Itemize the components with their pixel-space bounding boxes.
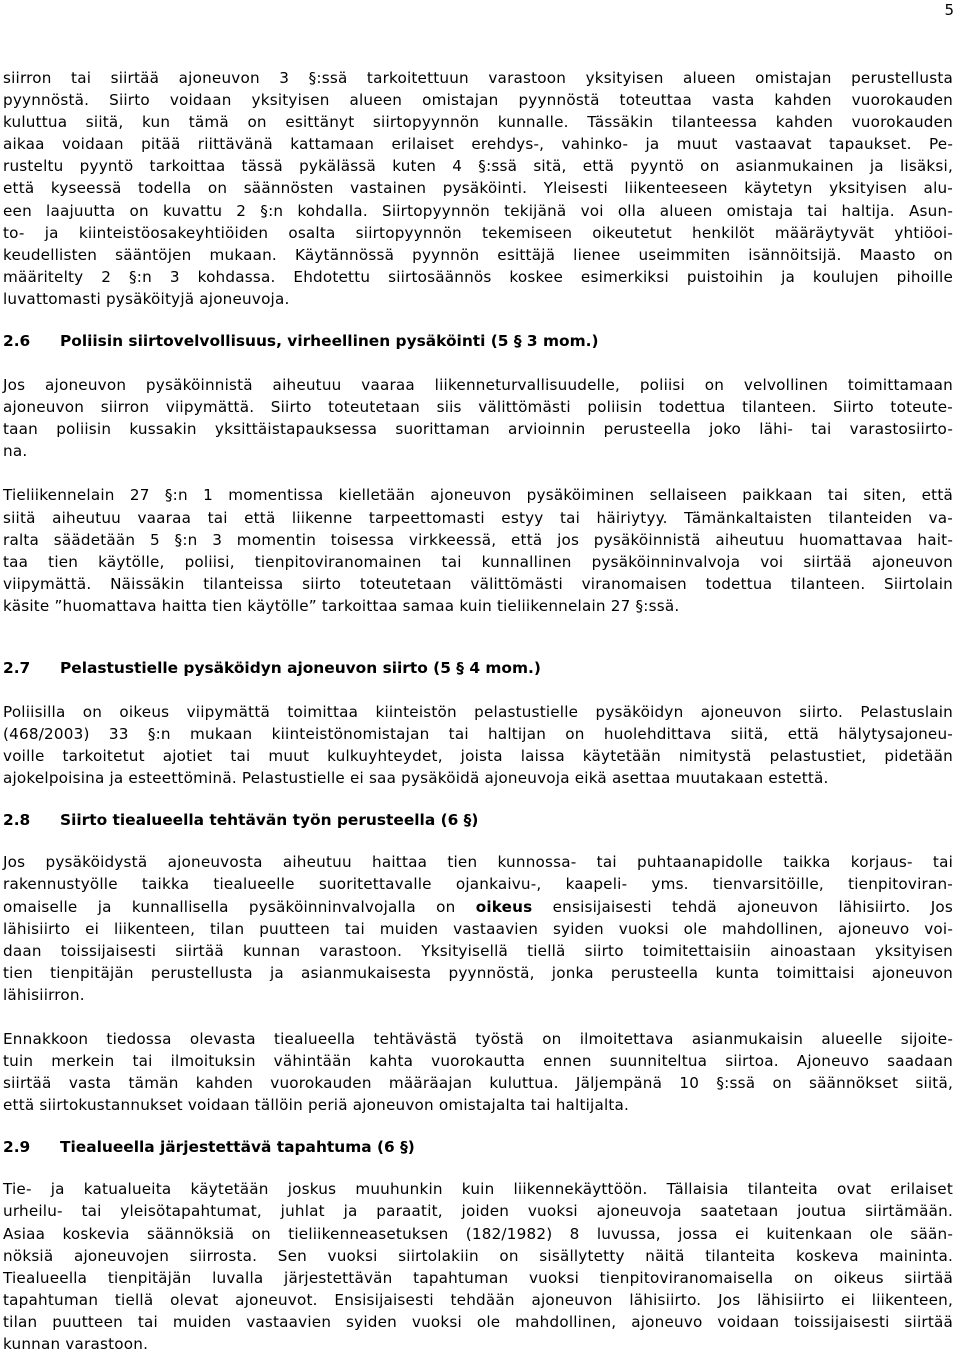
text-line: rakennustyölle taikka tiealueelle suoritettavalle ojankaivu-, kaapeli- yms. tienvarsitöille, tienpitoviran- [3,875,953,894]
spacer [3,352,953,374]
section-title: Pelastustielle pysäköidyn ajoneuvon siirto (5 § 4 mom.) [60,658,541,677]
text-line: tilan puutteen tai muiden vastaavien syiden vuoksi ole mahdollinen, ajoneuvo voidaan toissijaisesti siirtää [3,1312,953,1331]
section-heading [3,809,953,831]
paragraph [3,67,953,310]
section-title: Poliisin siirtovelvollisuus, virheellinen pysäköinti (5 § 3 mom.) [60,332,599,351]
spacer [3,462,953,484]
text-line: lähisiirron. [3,985,85,1004]
text-line: Asiaa koskevia säännöksiä on tieliikenneasetuksen (182/1982) 8 luvussa, jossa ei kuitenkaan ole sään- [3,1224,953,1243]
text-line: siirron tai siirtää ajoneuvon 3 §:ssä tarkoitettuun varastoon yksityisen alueen omistajan perustellusta [3,69,953,87]
text-line: daan toissijaisesti siirtää kunnan varastoon. Yksityisellä tiellä siirto toimitettaisiin ainoastaan yksityisen [3,941,953,960]
section-title: Siirto tiealueella tehtävän työn perusteella (6 §) [60,811,479,830]
text-line: että siirtokustannukset voidaan tällöin periä ajoneuvon omistajalta tai haltijalta. [3,1096,630,1115]
text-line: taa tien käytölle, poliisi, tienpitoviranomainen tai kunnallinen pysäköinninvalvoja voi siirtää ajoneuvon [3,552,953,571]
text-line: Jos ajoneuvon pysäköinnistä aiheutuu vaaraa liikenneturvallisuudelle, poliisi on velvollinen toimittamaan [3,376,953,395]
spacer [3,831,953,851]
text-line: luvattomasti pysäköityjä ajoneuvoja. [3,289,290,308]
spacer [3,617,953,657]
spacer [3,789,953,809]
text-line: tapahtuman tiellä olevat ajoneuvot. Ensisijaisesti tehdään ajoneuvon lähisiirto. Jos lähisiirto ei liikenteen, [3,1290,953,1309]
spacer [3,310,953,330]
text-line: Ennakkoon tiedossa olevasta tiealueella tehtävästä työstä on ilmoitettava asianmukaisin alueelle sijoite- [3,1030,953,1048]
text-line: ajokelpoisina ja esteettöminä. Pelastustielle ei saa pysäköidä ajoneuvoja eikä asettaa muutakaan estettä. [3,769,829,788]
text-line: keudellisten sääntöjen mukaan. Käytännössä pyynnön esittäjä lienee useimmiten isännöitsijä. Maasto on [3,245,953,264]
text-line: Poliisilla on oikeus viipymättä toimittaa kiinteistön pelastustielle pysäköidyn ajoneuvon siirto. Pelastuslain [3,702,953,721]
text-line: Tiealueella tienpitäjän luvalla järjestettävän tapahtuman vuoksi tienpitoviranomaisella on oikeus siirtää [3,1268,953,1287]
text-line: tuin merkein tai ilmoituksin vähintään kahta vuorokautta ennen suunniteltua siirtoa. Ajoneuvo saadaan [3,1052,953,1071]
paragraph [3,701,953,789]
text-line: lähisiirto ei liikenteen, tilan puutteen tai muiden vastaavien syiden vuoksi ole mahdollinen, ajoneuvo voi- [3,919,953,938]
text-line: Jos pysäköidystä ajoneuvosta aiheutuu haittaa tien kunnossa- tai puhtaanapidolle taikka korjaus- tai [3,853,953,872]
section-number: 2.7 [3,658,31,677]
text-line: een laajuutta on kuvattu 2 §:n kohdalla. Siirtopyynnön tekijänä voi olla alueen omistaja tai haltija. Asun- [3,201,953,220]
text-line: käsite ”huomattava haitta tien käytölle” tarkoittaa samaa kuin tieliikennelain 27 §:ssä. [3,596,680,615]
document-body [3,67,953,1355]
text-line: tien tienpitäjän perustellusta ja asianmukaisesta pyynnöstä, jonka perusteella kunta toimittaisi ajoneuvon [3,963,953,982]
text-line: Tie- ja katualueita käytetään joskus muuhunkin kuin liikennekäyttöön. Tällaisia tilanteita ovat erilaiset [3,1180,953,1199]
text-line: viipymättä. Näissäkin tilanteissa siirto toteutetaan välittömästi viranomaisen todettua tilanteen. Siirtolain [3,574,953,593]
section-number: 2.8 [3,811,31,830]
text-line: ajoneuvon siirron viipymättä. Siirto toteutetaan siis välittömästi poliisin todettua tilanteen. Siirto toteute- [3,398,953,417]
text-line: ralta säädetään 5 §:n 3 momentin toisessa virkkeessä, että jos pysäköinnistä aiheutuu huomattavaa hait- [3,530,953,549]
paragraph [3,1178,953,1355]
paragraph [3,1028,953,1116]
section-number: 2.9 [3,1138,31,1157]
section-heading [3,330,953,352]
spacer [3,1158,953,1178]
text-line: Tieliikennelain 27 §:n 1 momentissa kielletään ajoneuvon pysäköiminen sellaiseen paikkaan tai siten, että [3,486,953,505]
text-line: että kyseessä todella on säännösten vastainen pysäköinti. Yleisesti liikenteeseen käytetyn yksityisen alu- [3,179,953,198]
text-line: omaiselle ja kunnallisella pysäköinninvalvojalla on oikeus ensisijaisesti tehdä ajoneuvon lähisiirto. Jos [3,897,953,916]
text-line: na. [3,442,28,461]
text-line: kunnan varastoon. [3,1335,149,1354]
paragraph [3,374,953,462]
text-line: siirtää vasta tämän kahden vuorokauden määräajan kuluttua. Jäljempänä 10 §:ssä on säännökset siitä, [3,1074,953,1093]
page-number: 5 [944,1,954,19]
section-title: Tiealueella järjestettävä tapahtuma (6 §) [60,1138,415,1157]
text-line: siitä aiheutuu vaaraa tai että liikenne tarpeettomasti estyy tai häiriytyy. Tämänkaltaisten tilanteiden va- [3,508,953,527]
spacer [3,1116,953,1136]
text-line: kuluttua siitä, kun tämä on esittänyt siirtopyynnön kunnalle. Tässäkin tilanteessa kahden vuorokauden [3,113,953,132]
section-heading [3,1136,953,1158]
spacer [3,679,953,701]
emphasis: oikeus [475,897,533,916]
text-line: nöksiä ajoneuvojen siirrosta. Sen vuoksi siirtolakiin on sisällytetty näitä tilanteita koskeva maininta. [3,1246,953,1265]
section-heading [3,657,953,679]
paragraph [3,484,953,617]
text-line: taan poliisin kussakin yksittäistapauksessa suorittaman arvioinnin perusteella joko lähi- tai varastosiirto- [3,420,953,439]
text-line: määritelty 2 §:n 3 kohdassa. Ehdotettu siirtosäännös koskee esimerkiksi puistoihin ja koulujen pihoille [3,267,953,286]
paragraph [3,851,953,1006]
text-line: urheilu- tai yleisötapahtumat, juhlat ja paraatit, joiden vuoksi ajoneuvoja saatetaan joutua siirtämään. [3,1202,953,1221]
text-line: to- ja kiinteistöosakeyhtiöiden osalta siirtopyynnön tekemiseen oikeutetut henkilöt määräytyvät yhtiöoi- [3,223,953,242]
text-line: voille tarkoitetut ajotiet tai muut kulkuyhteydet, joista laissa käytetään nimitystä pelastustiet, pidetään [3,747,953,766]
text-line: aikaa voidaan pitää riittävänä kattamaan erilaiset erehdys-, vahinko- ja muut vastaavat tapaukset. Pe- [3,135,953,154]
spacer [3,1006,953,1028]
text-line: rusteltu pyyntö tarkoittaa tässä pykälässä kuten 4 §:ssä sitä, että pyyntö on asianmukainen ja lisäksi, [3,157,953,176]
text-line: pyynnöstä. Siirto voidaan yksityisen alueen omistajan pyynnöstä toteuttaa vasta kahden vuorokauden [3,91,953,110]
section-number: 2.6 [3,332,31,351]
text-line: (468/2003) 33 §:n mukaan kiinteistönomistajan tai haltijan on huolehdittava siitä, että hälytysajoneu- [3,725,953,744]
